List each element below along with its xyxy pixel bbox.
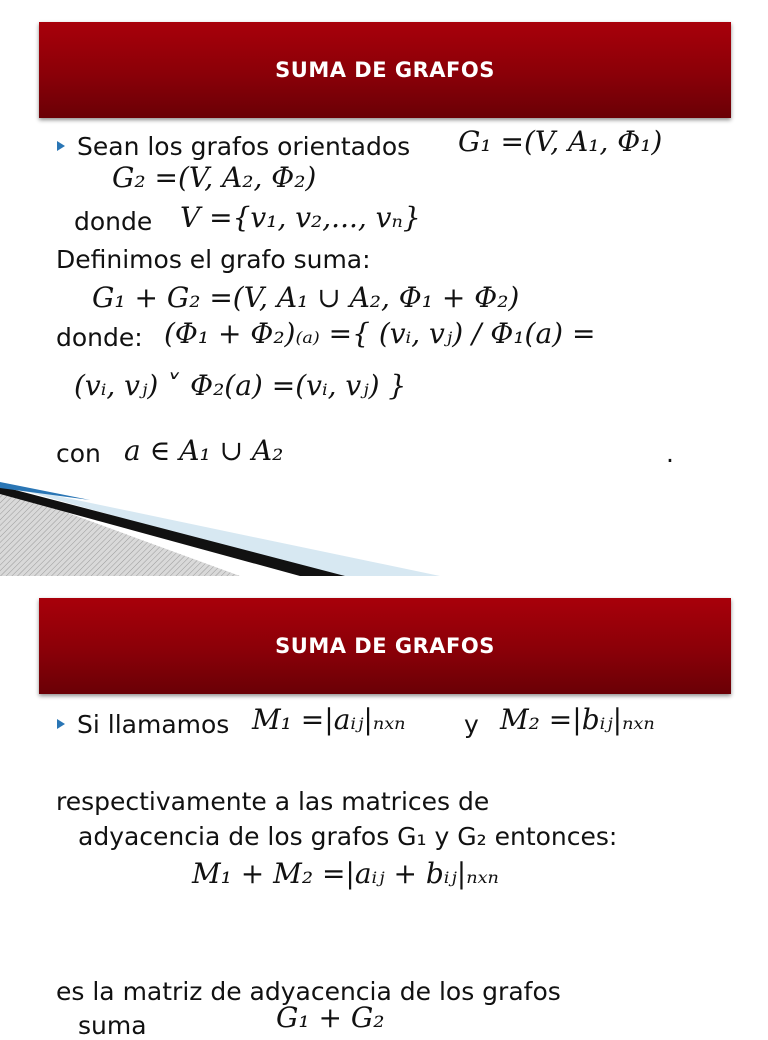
slide-1-line-1-text: Sean los grafos orientados — [77, 132, 411, 161]
slide-1-line-8-text: con — [56, 439, 101, 468]
slide-1-title-bar — [39, 22, 731, 118]
slide-1-formula-phi-def: (Φ₁ + Φ₂)₍ₐ₎ ={ (vᵢ, vⱼ) / Φ₁(a) = — [164, 317, 596, 350]
slide-2 — [0, 576, 768, 1040]
slide-1-line-3-text: donde — [74, 207, 153, 236]
slide-2-connector-y: y — [464, 710, 479, 739]
slide-1-formula-g2: G₂ =(V, A₂, Φ₂) — [112, 161, 317, 194]
slide-1-formula-vertex-set: V ={v₁, v₂,..., vₙ} — [180, 201, 421, 234]
slide-2-formula-matrix-sum: M₁ + M₂ =|aᵢⱼ + bᵢⱼ|ₙₓₙ — [192, 857, 499, 890]
slide-1-period: . — [666, 439, 674, 468]
slide-2-line-5-text: es la matriz de adyacencia de los grafos — [56, 977, 561, 1006]
slide-1-line-4-text: Definimos el grafo suma: — [56, 245, 371, 274]
slide-2-title-bar — [39, 598, 731, 694]
slide-1-formula-arc-set: a ∈ A₁ ∪ A₂ — [124, 434, 284, 467]
slide-1-formula-phi-def-cont: (vᵢ, vⱼ) ˅ Φ₂(a) =(vᵢ, vⱼ) } — [74, 369, 407, 402]
slide-2-line-2-text: respectivamente a las matrices de — [56, 787, 490, 816]
slide-2-line-1-text: Si llamamos — [77, 710, 230, 739]
decorative-swoosh — [0, 480, 460, 576]
slide-2-title: SUMA DE GRAFOS — [275, 634, 495, 658]
slide-2-formula-m1: M₁ =|aᵢⱼ|ₙₓₙ — [252, 703, 406, 736]
slide-2-line-3-text: adyacencia de los grafos G₁ y G₂ entonces: — [78, 822, 618, 851]
bullet-icon — [57, 141, 65, 151]
slide-2-formula-m2: M₂ =|bᵢⱼ|ₙₓₙ — [500, 703, 655, 736]
slide-2-formula-g1-plus-g2: G₁ + G₂ — [276, 1001, 385, 1034]
slide-1-line-6-text: donde: — [56, 323, 143, 352]
bullet-icon — [57, 719, 65, 729]
slide-2-line-6-text: suma — [78, 1011, 147, 1040]
slide-1-formula-g1: G₁ =(V, A₁, Φ₁) — [458, 125, 663, 158]
slide-1-title: SUMA DE GRAFOS — [275, 58, 495, 82]
slide-1-formula-sum: G₁ + G₂ =(V, A₁ ∪ A₂, Φ₁ + Φ₂) — [92, 281, 520, 314]
